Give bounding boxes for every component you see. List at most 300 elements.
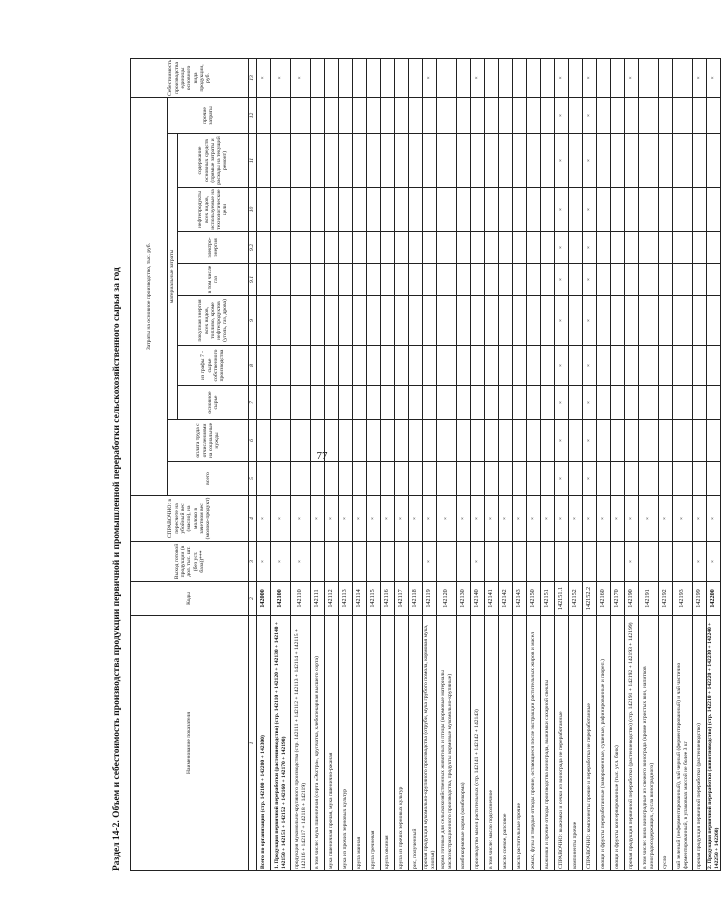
row-cell xyxy=(499,188,513,232)
row-cell xyxy=(353,296,367,346)
row-cell xyxy=(381,386,395,420)
row-code: 142142 xyxy=(499,582,513,616)
row-cell xyxy=(659,58,673,97)
row-cell xyxy=(325,462,339,496)
row-cell xyxy=(499,232,513,264)
row-name: 2. Продукция первичной переработки (животноводство) (стр. 142210 + 142220 + 142230 + 142240 + 142250 + 142260) xyxy=(707,616,721,871)
row-cell xyxy=(527,134,541,188)
row-cell xyxy=(457,386,471,420)
row-cell xyxy=(471,346,485,386)
row-cell xyxy=(471,264,485,296)
row-cell xyxy=(485,58,499,97)
row-cell xyxy=(291,462,311,496)
row-cell xyxy=(625,346,639,386)
row-cell xyxy=(257,462,271,496)
row-code: 142199 xyxy=(693,582,707,616)
row-cell xyxy=(471,134,485,188)
row-cell xyxy=(353,420,367,462)
row-cell xyxy=(541,97,555,133)
row-cell xyxy=(457,134,471,188)
row-name: прочая продукция первичной переработки (растениеводство) xyxy=(693,616,707,871)
row-cell xyxy=(639,58,659,97)
row-cell xyxy=(569,264,583,296)
header-own: из графы 7 - сырье собственного производства xyxy=(178,346,249,386)
row-cell xyxy=(311,134,325,188)
row-cell xyxy=(485,462,499,496)
row-code: 142120 xyxy=(437,582,457,616)
row-name: масла растительные прочие xyxy=(513,616,527,871)
row-cell: × xyxy=(639,496,659,542)
row-cell xyxy=(423,462,437,496)
row-cell xyxy=(325,58,339,97)
row-cell xyxy=(367,134,381,188)
column-number: 5 xyxy=(249,462,257,496)
row-cell xyxy=(541,264,555,296)
row-code: 142160 xyxy=(597,582,611,616)
row-cell xyxy=(639,542,659,582)
row-cell xyxy=(271,296,291,346)
row-cell xyxy=(693,296,707,346)
row-cell xyxy=(271,462,291,496)
row-cell xyxy=(513,386,527,420)
row-cell xyxy=(693,134,707,188)
row-cell: × xyxy=(471,542,485,582)
row-cell: × xyxy=(693,58,707,97)
row-cell xyxy=(409,462,423,496)
row-code: 142141 xyxy=(485,582,499,616)
row-cell xyxy=(541,134,555,188)
row-cell xyxy=(409,232,423,264)
header-code: Коды xyxy=(131,582,249,616)
row-cell xyxy=(707,420,721,462)
row-cell xyxy=(611,542,625,582)
column-number: 3 xyxy=(249,542,257,582)
row-cell xyxy=(673,58,693,97)
row-cell xyxy=(611,134,625,188)
row-cell xyxy=(625,134,639,188)
row-cell xyxy=(409,296,423,346)
row-name: СПРАВОЧНО: выжимки и сечки из винограда не переработанные xyxy=(555,616,569,871)
row-cell xyxy=(499,264,513,296)
row-code: 142151.1 xyxy=(555,582,569,616)
row-cell: × xyxy=(381,496,395,542)
row-code: 142116 xyxy=(381,582,395,616)
row-cell: × xyxy=(367,496,381,542)
row-cell xyxy=(611,462,625,496)
row-cell xyxy=(339,134,353,188)
row-code: 142113 xyxy=(339,582,353,616)
row-cell: × xyxy=(291,542,311,582)
row-cell xyxy=(271,134,291,188)
row-code: 142152.2 xyxy=(583,582,597,616)
row-name: рис, полученный xyxy=(409,616,423,871)
column-number: 9 xyxy=(249,296,257,346)
row-cell: × xyxy=(325,496,339,542)
row-cell xyxy=(639,232,659,264)
row-cell xyxy=(707,296,721,346)
row-cell xyxy=(339,542,353,582)
row-cell xyxy=(367,542,381,582)
row-cell xyxy=(353,97,367,133)
row-cell xyxy=(339,462,353,496)
header-costs-group: Затраты на основное производство, тыс. руб. xyxy=(131,97,168,495)
row-cell xyxy=(693,462,707,496)
row-name: чай зеленый (неферментированный), чай черный (ферментированный) и чай частично ферментированный, в упаковках массой не более 3 кг xyxy=(673,616,693,871)
row-cell xyxy=(555,542,569,582)
row-cell xyxy=(499,346,513,386)
header-gas: в том числе газ xyxy=(178,264,249,296)
row-cell xyxy=(311,188,325,232)
row-cell xyxy=(325,542,339,582)
row-cell xyxy=(673,462,693,496)
row-cell xyxy=(673,188,693,232)
row-cell xyxy=(485,346,499,386)
row-cell xyxy=(325,420,339,462)
row-cell xyxy=(395,58,409,97)
row-cell xyxy=(339,264,353,296)
row-cell xyxy=(437,97,457,133)
column-number: 13 xyxy=(249,58,257,97)
row-cell xyxy=(659,386,673,420)
row-cell: × xyxy=(583,346,597,386)
row-cell xyxy=(409,97,423,133)
table-row xyxy=(367,58,381,870)
row-cell: × xyxy=(583,97,597,133)
column-number: 1 xyxy=(249,616,257,871)
row-cell xyxy=(625,420,639,462)
row-cell xyxy=(437,462,457,496)
row-cell xyxy=(291,296,311,346)
table-row xyxy=(541,58,555,870)
row-cell xyxy=(325,232,339,264)
row-cell xyxy=(353,232,367,264)
row-cell xyxy=(611,58,625,97)
row-cell xyxy=(437,296,457,346)
row-cell: × xyxy=(625,58,639,97)
row-cell xyxy=(597,462,611,496)
row-cell xyxy=(367,232,381,264)
row-cell xyxy=(381,232,395,264)
row-cell xyxy=(597,134,611,188)
row-cell xyxy=(569,386,583,420)
column-number: 6 xyxy=(249,420,257,462)
row-code: 142112 xyxy=(325,582,339,616)
row-cell xyxy=(423,386,437,420)
row-name: компоненты прочие xyxy=(569,616,583,871)
row-cell xyxy=(457,188,471,232)
row-cell xyxy=(693,346,707,386)
row-cell xyxy=(569,58,583,97)
row-cell: × xyxy=(625,496,639,542)
row-cell: × xyxy=(555,232,569,264)
row-cell xyxy=(527,542,541,582)
row-cell xyxy=(409,58,423,97)
row-cell xyxy=(381,58,395,97)
row-cell: × xyxy=(257,58,271,97)
row-cell xyxy=(625,264,639,296)
row-code: 142193 xyxy=(673,582,693,616)
column-number: 9.2 xyxy=(249,232,257,264)
row-cell xyxy=(707,462,721,496)
table-row xyxy=(381,58,395,870)
row-cell xyxy=(339,188,353,232)
row-cell xyxy=(423,188,437,232)
column-number: 8 xyxy=(249,346,257,386)
row-cell xyxy=(659,542,673,582)
row-name: масло соевое, рапсовое xyxy=(499,616,513,871)
row-cell xyxy=(457,420,471,462)
row-name: крупа гречневая xyxy=(367,616,381,871)
row-name: прочая продукция первичной переработки (растениеводство) (стр. 142191 + 142192 + 142193 + 142199) xyxy=(625,616,639,871)
row-cell: × xyxy=(583,462,597,496)
row-cell xyxy=(673,97,693,133)
row-cell xyxy=(395,296,409,346)
row-cell: × xyxy=(485,496,499,542)
row-cell xyxy=(409,134,423,188)
row-cell xyxy=(395,232,409,264)
row-cell xyxy=(485,386,499,420)
row-code: 142191 xyxy=(639,582,659,616)
row-cell xyxy=(353,134,367,188)
row-cell xyxy=(673,134,693,188)
row-cell xyxy=(513,264,527,296)
row-cell xyxy=(707,232,721,264)
table-row xyxy=(271,58,291,870)
row-cell xyxy=(395,134,409,188)
row-cell xyxy=(381,97,395,133)
row-cell xyxy=(513,97,527,133)
row-cell xyxy=(527,58,541,97)
row-cell xyxy=(639,420,659,462)
row-cell xyxy=(409,420,423,462)
row-cell xyxy=(437,188,457,232)
table-row xyxy=(423,58,437,870)
row-cell: × xyxy=(291,58,311,97)
row-cell: × xyxy=(257,496,271,542)
row-code: 142119 xyxy=(423,582,437,616)
row-cell xyxy=(485,296,499,346)
row-code: 142150 xyxy=(527,582,541,616)
row-cell xyxy=(625,232,639,264)
table-row xyxy=(513,58,527,870)
row-name: прочая продукция мукомольно-крупяного производства (отруби, мука грубого помола, кормовая мука, хлопья) xyxy=(423,616,437,871)
row-cell xyxy=(485,232,499,264)
row-cell xyxy=(625,296,639,346)
column-number: 11 xyxy=(249,134,257,188)
row-cell: × xyxy=(291,496,311,542)
row-cell xyxy=(457,97,471,133)
row-cell xyxy=(513,296,527,346)
row-cell xyxy=(353,542,367,582)
table-row xyxy=(311,58,325,870)
row-cell xyxy=(457,296,471,346)
row-cell: × xyxy=(271,542,291,582)
row-name: крупа из прочих зерновых культур xyxy=(395,616,409,871)
row-cell xyxy=(499,58,513,97)
table-row xyxy=(625,58,639,870)
row-cell xyxy=(693,386,707,420)
table-row xyxy=(325,58,339,870)
row-cell xyxy=(311,264,325,296)
row-cell xyxy=(367,386,381,420)
row-cell xyxy=(325,346,339,386)
row-cell: × xyxy=(583,58,597,97)
row-cell xyxy=(541,296,555,346)
row-name: 1. Продукция первичной переработки (растениеводство) (стр. 142110 + 142120 + 142130 + 142140 + 142150 + 142151 + 142152 + 142160 + 142170 + 142190) xyxy=(271,616,291,871)
row-cell xyxy=(409,542,423,582)
row-cell xyxy=(381,188,395,232)
row-cell xyxy=(485,542,499,582)
row-cell xyxy=(693,264,707,296)
row-cell xyxy=(311,420,325,462)
row-cell xyxy=(291,232,311,264)
row-code: 142110 xyxy=(291,582,311,616)
row-cell xyxy=(673,542,693,582)
row-cell xyxy=(673,420,693,462)
row-cell: × xyxy=(693,496,707,542)
table-row xyxy=(485,58,499,870)
row-cell xyxy=(707,97,721,133)
row-cell xyxy=(367,188,381,232)
row-cell xyxy=(437,58,457,97)
row-cell xyxy=(471,97,485,133)
row-cell xyxy=(597,58,611,97)
table-row xyxy=(471,58,485,870)
row-cell xyxy=(513,58,527,97)
row-cell xyxy=(311,542,325,582)
row-code: 142192 xyxy=(659,582,673,616)
row-cell xyxy=(673,264,693,296)
row-cell xyxy=(485,188,499,232)
row-cell xyxy=(257,264,271,296)
row-code: 142100 xyxy=(271,582,291,616)
row-cell xyxy=(339,420,353,462)
row-cell xyxy=(485,134,499,188)
row-cell xyxy=(625,188,639,232)
row-cell xyxy=(437,542,457,582)
row-cell xyxy=(527,386,541,420)
table-row xyxy=(257,58,271,870)
table-row xyxy=(569,58,583,870)
row-cell xyxy=(527,346,541,386)
row-cell xyxy=(569,296,583,346)
row-cell xyxy=(611,97,625,133)
row-code: 142118 xyxy=(409,582,423,616)
row-cell xyxy=(367,296,381,346)
row-cell: × xyxy=(555,188,569,232)
row-code: 142152 xyxy=(569,582,583,616)
row-cell xyxy=(395,346,409,386)
row-cell: × xyxy=(707,58,721,97)
row-cell xyxy=(437,386,457,420)
row-code: 142190 xyxy=(625,582,639,616)
row-cell xyxy=(625,386,639,420)
table-row xyxy=(409,58,423,870)
row-cell: × xyxy=(339,496,353,542)
table-row xyxy=(659,58,673,870)
column-number: 12 xyxy=(249,97,257,133)
row-cell xyxy=(353,188,367,232)
row-cell xyxy=(707,346,721,386)
row-cell xyxy=(353,386,367,420)
header-raw: основное сырье xyxy=(178,386,249,420)
row-cell xyxy=(707,188,721,232)
row-cell xyxy=(569,134,583,188)
row-code: 142140 xyxy=(471,582,485,616)
row-cell xyxy=(673,386,693,420)
header-electric: электро-энергия xyxy=(178,232,249,264)
row-cell: × xyxy=(555,97,569,133)
row-cell xyxy=(639,462,659,496)
row-cell xyxy=(395,462,409,496)
row-cell xyxy=(513,232,527,264)
row-cell xyxy=(499,462,513,496)
row-cell: × xyxy=(693,542,707,582)
table-body xyxy=(257,58,721,870)
row-name: в том числе: мука пшеничная (сорта «Экстра», крупчатка, хлебопекарная высшего сорта) xyxy=(311,616,325,871)
row-cell xyxy=(311,58,325,97)
row-cell xyxy=(271,264,291,296)
row-cell xyxy=(499,97,513,133)
header-unit-cost: Себестоимость производства единицы основного вида продукции, руб. xyxy=(131,58,249,97)
row-cell xyxy=(339,296,353,346)
row-cell xyxy=(271,386,291,420)
row-cell xyxy=(707,134,721,188)
row-cell: × xyxy=(555,386,569,420)
row-cell xyxy=(673,296,693,346)
row-cell xyxy=(339,97,353,133)
row-cell xyxy=(527,264,541,296)
row-cell xyxy=(339,232,353,264)
row-cell: × xyxy=(625,542,639,582)
row-cell: × xyxy=(583,386,597,420)
page-number: 77 xyxy=(316,450,328,462)
row-cell: × xyxy=(437,496,457,542)
row-cell xyxy=(409,264,423,296)
row-name: Всего по организации (стр. 142100 + 142200 + 142300) xyxy=(257,616,271,871)
table-row xyxy=(639,58,659,870)
row-cell xyxy=(499,134,513,188)
row-cell xyxy=(673,232,693,264)
row-cell: × xyxy=(707,496,721,542)
row-cell xyxy=(325,386,339,420)
row-cell xyxy=(659,188,673,232)
row-cell xyxy=(527,462,541,496)
row-cell xyxy=(395,386,409,420)
row-cell xyxy=(423,97,437,133)
row-cell xyxy=(659,97,673,133)
table-row xyxy=(499,58,513,870)
row-cell xyxy=(457,232,471,264)
row-cell xyxy=(569,346,583,386)
row-cell: × xyxy=(471,496,485,542)
row-cell xyxy=(423,296,437,346)
row-cell xyxy=(457,264,471,296)
header-materials-group: материальные затраты xyxy=(168,134,178,420)
row-cell xyxy=(367,58,381,97)
row-cell xyxy=(659,420,673,462)
row-cell: × xyxy=(583,188,597,232)
header-name: Наименование показателя xyxy=(131,616,249,871)
row-cell: × xyxy=(527,496,541,542)
row-cell xyxy=(471,296,485,346)
row-name: крупа манная xyxy=(353,616,367,871)
row-cell xyxy=(423,232,437,264)
row-cell xyxy=(437,134,457,188)
row-cell xyxy=(423,264,437,296)
row-cell xyxy=(257,386,271,420)
row-cell xyxy=(339,346,353,386)
